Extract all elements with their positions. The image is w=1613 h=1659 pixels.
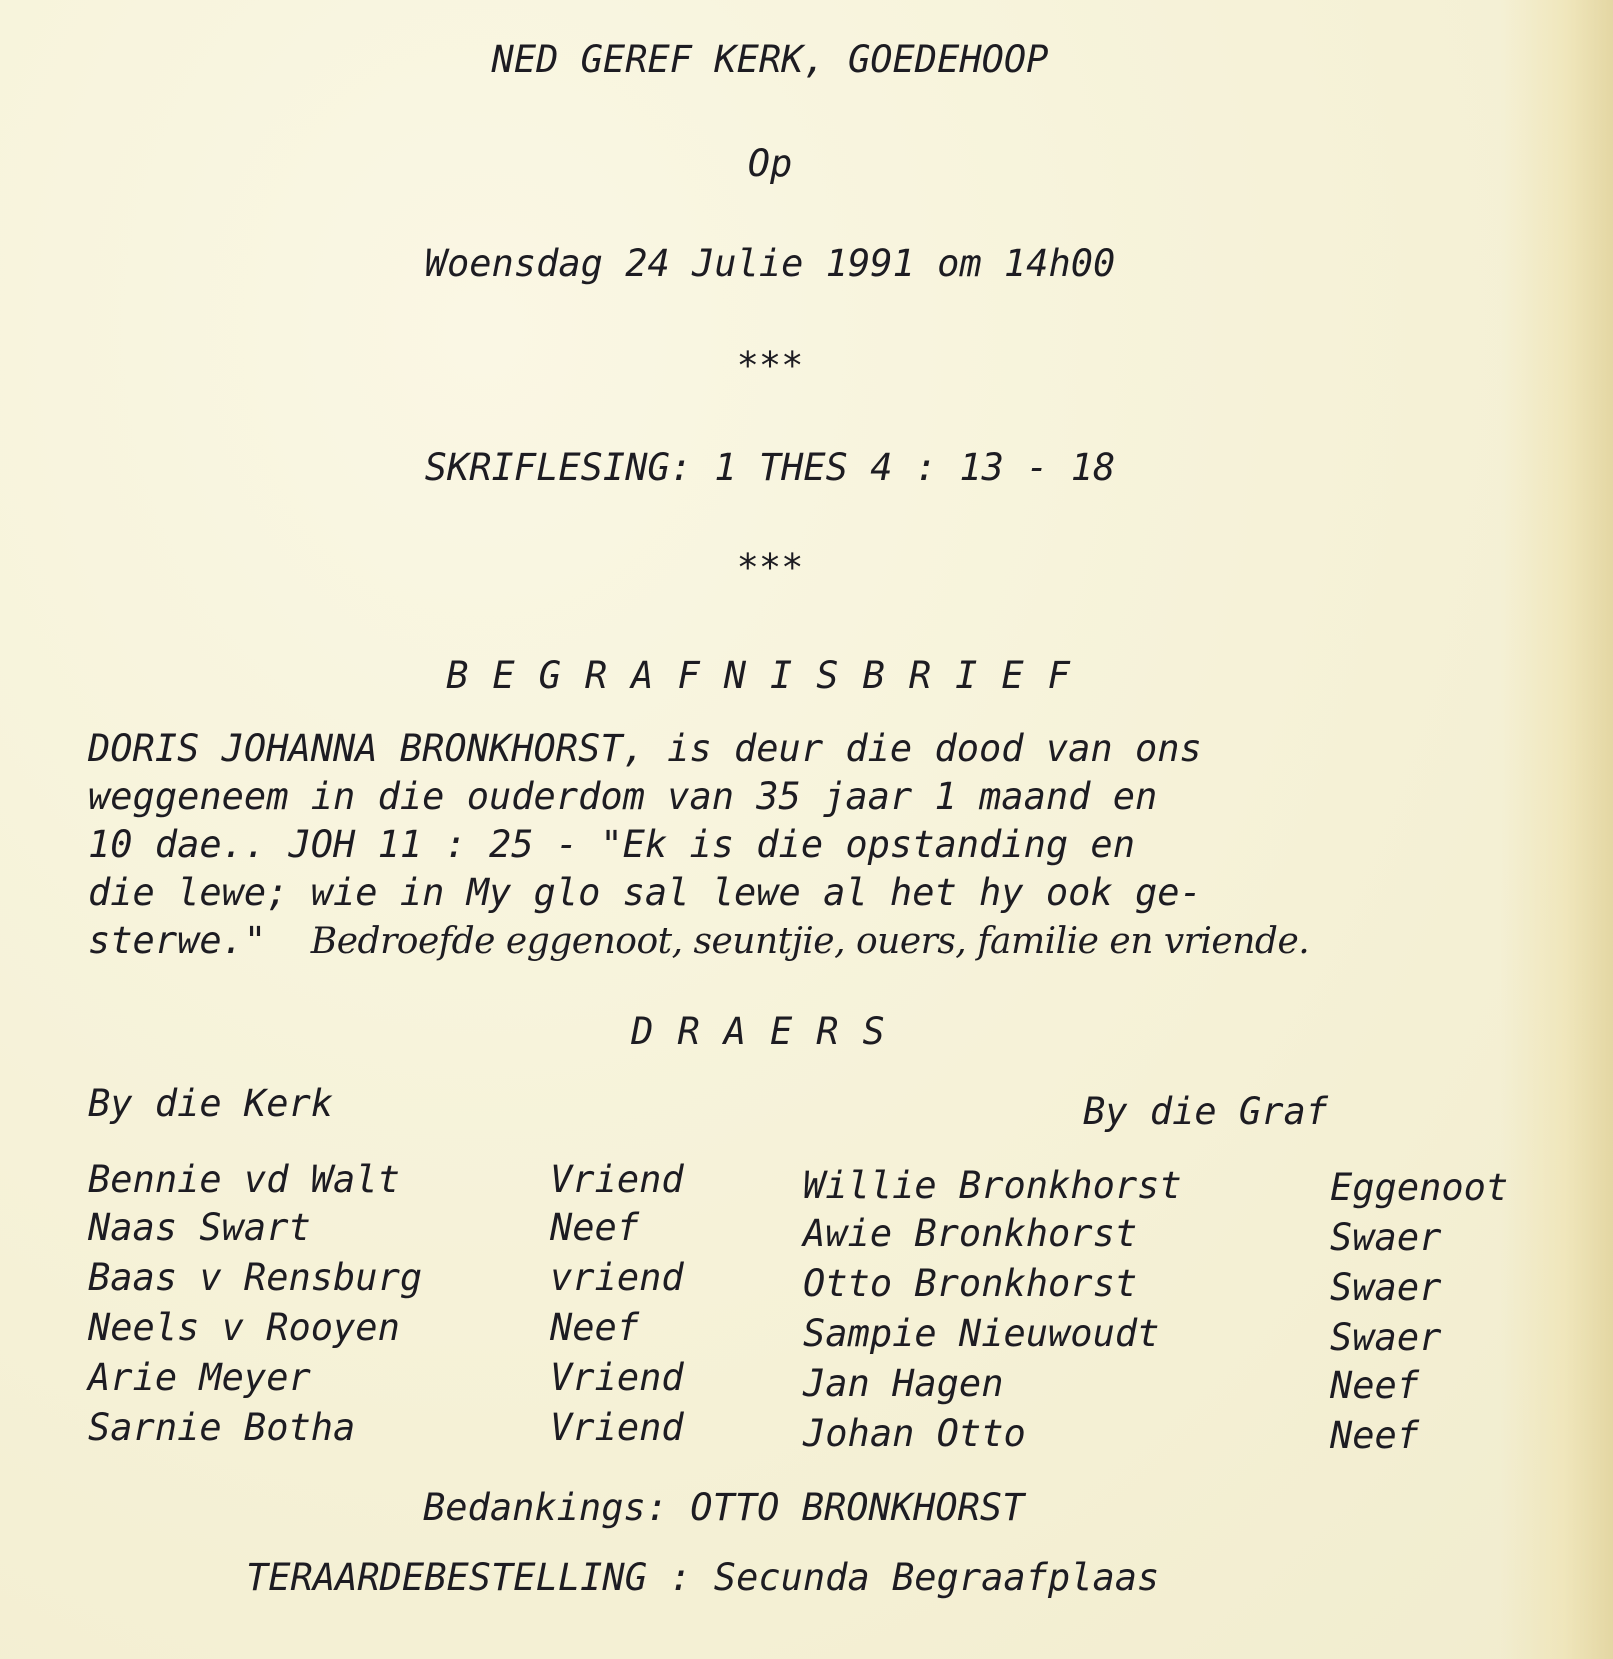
bearer-name: Sarnie Botha [88,1406,356,1449]
bearer-name: Otto Bronkhorst [803,1262,1138,1305]
bearers-title: DRAERS [631,1010,909,1053]
bearer-relation: Vriend [550,1158,684,1201]
bearer-relation: vriend [550,1256,684,1299]
letter-body [88,725,1528,966]
bearer-relation: Neef [1330,1364,1420,1407]
bearer-relation: Vriend [550,1406,684,1449]
burial-line: TERAARDEBESTELLING : Secunda Begraafplaas [246,1556,1160,1599]
bearer-relation: Neef [1330,1414,1420,1457]
bearer-name: Naas Swart [88,1206,311,1249]
grave-bearers-heading: By die Graf [1083,1090,1329,1133]
bearer-name: Johan Otto [803,1412,1026,1455]
bearer-relation: Swaer [1330,1316,1442,1359]
op-label: Op [747,142,793,185]
bearer-name: Baas v Rensburg [88,1256,423,1299]
bearer-name: Bennie vd Walt [88,1158,400,1201]
bearer-name: Arie Meyer [88,1356,311,1399]
letter-text: DORIS JOHANNA BRONKHORST, is deur die dood van ons weggeneem in die ouderdom van 35 jaar 1 maand en 10 dae.. JOH 11 : 25 - "Ek is die opstanding en die lewe; wie in My glo sal lewe al het hy ook ge- sterwe." [88,727,1202,962]
signoff: Bedroefde eggenoot, seuntjie, ouers, familie en vriende. [310,921,1310,962]
thanks-line: Bedankings: OTTO BRONKHORST [423,1486,1025,1529]
bearer-relation: Neef [550,1206,640,1249]
bearer-relation: Neef [550,1306,640,1349]
bearer-relation: Swaer [1330,1266,1442,1309]
bearer-name: Willie Bronkhorst [803,1164,1182,1207]
bearer-relation: Eggenoot [1330,1166,1509,1209]
bearer-name: Awie Bronkhorst [803,1212,1138,1255]
bearer-name: Jan Hagen [803,1362,1004,1405]
scripture-reading: SKRIFLESING: 1 THES 4 : 13 - 18 [424,446,1116,489]
bearer-name: Sampie Nieuwoudt [803,1312,1160,1355]
church-name: NED GEREF KERK, GOEDEHOOP [491,38,1049,81]
church-bearers-heading: By die Kerk [88,1082,334,1125]
bearer-relation: Vriend [550,1356,684,1399]
separator-2: *** [736,546,804,589]
bearer-name: Neels v Rooyen [88,1306,400,1349]
bearer-relation: Swaer [1330,1216,1442,1259]
letter-title: BEGRAFNISBRIEF [446,654,1094,697]
service-date: Woensdag 24 Julie 1991 om 14h00 [424,242,1116,285]
separator-1: *** [736,344,804,387]
